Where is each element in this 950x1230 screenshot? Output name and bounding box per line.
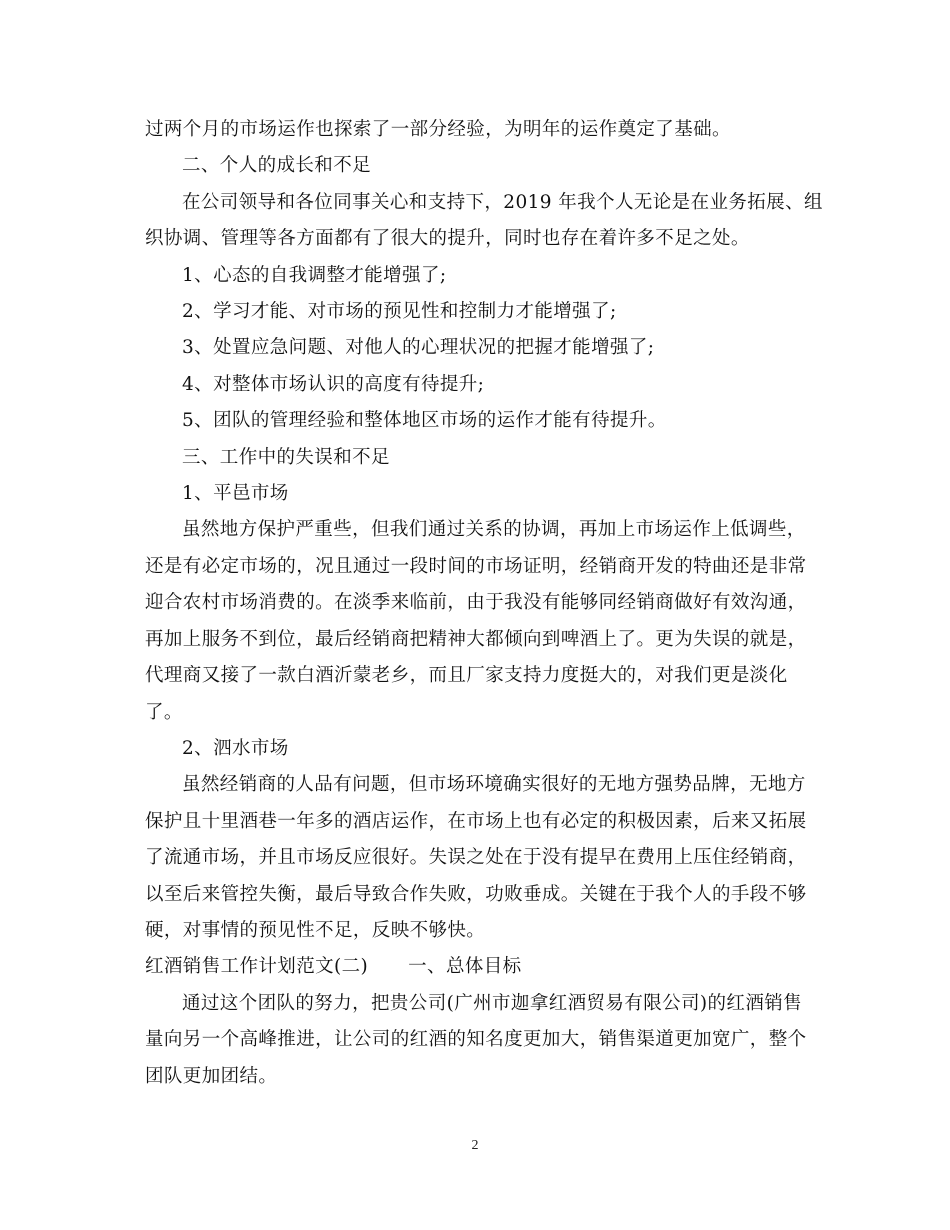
paragraph <box>145 767 805 949</box>
section-heading-personal-growth <box>145 148 805 184</box>
section-heading-overall-goal: 一、总体目标 <box>408 956 522 978</box>
text-line: 量向另一个高峰推进，让公司的红酒的知名度更加大，销售渠道更加宽广，整个 <box>145 1029 807 1051</box>
text-line: 3、处置应急问题、对他人的心理状况的把握才能增强了; <box>182 337 655 359</box>
text-line: 虽然地方保护严重些，但我们通过关系的协调，再加上市场运作上低调些， <box>182 519 806 541</box>
text-line: 团队更加团结。 <box>145 1065 278 1087</box>
paragraph <box>145 512 805 730</box>
document-section-title: 红酒销售工作计划范文(二) <box>145 956 369 978</box>
text-line: 1、平邑市场 <box>182 483 289 505</box>
section-heading-mistakes <box>145 440 805 476</box>
section-title-line <box>145 949 805 985</box>
text-line: 还是有必定市场的，况且通过一段时间的市场证明，经销商开发的特曲还是非常 <box>145 555 807 577</box>
text-line: 通过这个团队的努力，把贵公司(广州市迦拿红酒贸易有限公司)的红酒销售 <box>182 992 803 1014</box>
text-line: 以至后来管控失衡，最后导致合作失败，功败垂成。关键在于我个人的手段不够 <box>145 883 807 905</box>
document-body <box>145 112 823 1095</box>
paragraph <box>145 986 805 1095</box>
paragraph <box>145 112 805 148</box>
subheading-sishui-market <box>145 731 805 767</box>
text-line: 在公司领导和各位同事关心和支持下，2019 年我个人无论是在业务拓展、组 <box>182 191 823 213</box>
text-line: 再加上服务不到位，最后经销商把精神大都倾向到啤酒上了。更为失误的就是， <box>145 628 807 650</box>
text-line: 4、对整体市场认识的高度有待提升; <box>182 373 485 395</box>
text-line: 二、个人的成长和不足 <box>182 155 372 177</box>
text-line: 三、工作中的失误和不足 <box>182 446 390 468</box>
text-line: 5、团队的管理经验和整体地区市场的运作才能有待提升。 <box>182 410 667 432</box>
text-line: 2、泗水市场 <box>182 737 289 759</box>
text-line: 织协调、管理等各方面都有了很大的提升，同时也存在着许多不足之处。 <box>145 228 750 250</box>
text-line: 迎合农村市场消费的。在淡季来临前，由于我没有能够同经销商做好有效沟通， <box>145 592 807 614</box>
list-item <box>145 258 805 294</box>
list-item <box>145 330 805 366</box>
text-line: 了。 <box>145 701 183 723</box>
page-number: 2 <box>471 1138 479 1153</box>
text-line: 硬，对事情的预见性不足，反映不够快。 <box>145 919 486 941</box>
text-line: 了流通市场，并且市场反应很好。失误之处在于没有提早在费用上压住经销商， <box>145 847 807 869</box>
paragraph <box>145 185 823 258</box>
text-line: 2、学习才能、对市场的预见性和控制力才能增强了; <box>182 301 617 323</box>
list-item <box>145 367 805 403</box>
list-item <box>145 403 805 439</box>
text-line: 代理商又接了一款白酒沂蒙老乡，而且厂家支持力度挺大的，对我们更是淡化 <box>145 665 788 687</box>
text-line: 1、心态的自我调整才能增强了; <box>182 264 447 286</box>
text-line: 过两个月的市场运作也探索了一部分经验，为明年的运作奠定了基础。 <box>145 119 731 140</box>
list-item <box>145 294 805 330</box>
text-line: 保护且十里酒巷一年多的酒店运作，在市场上也有必定的积极因素，后来又拓展 <box>145 810 807 832</box>
subheading-pingyi-market <box>145 476 805 512</box>
text-line: 虽然经销商的人品有问题，但市场环境确实很好的无地方强势品牌，无地方 <box>182 774 806 796</box>
